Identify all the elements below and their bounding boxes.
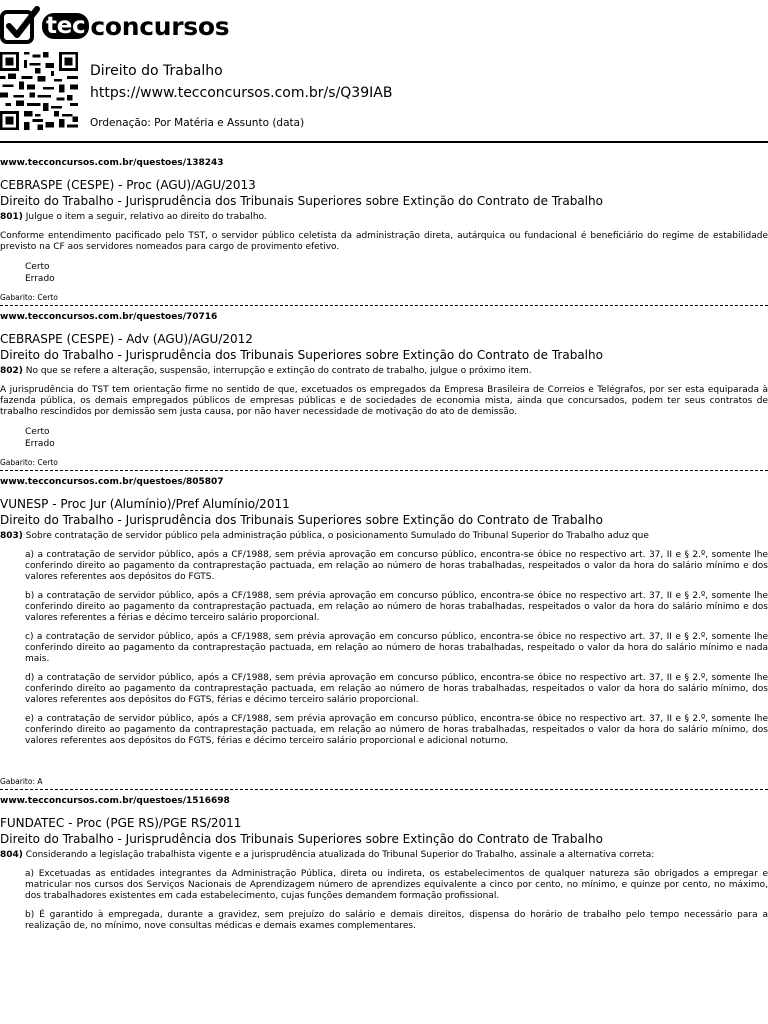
question-number: 801): [0, 212, 23, 222]
question-link[interactable]: www.tecconcursos.com.br/questoes/70716: [0, 312, 218, 322]
question-statement: [0, 366, 768, 377]
question-802: [0, 312, 768, 471]
question-source: CEBRASPE (CESPE) - Proc (AGU)/AGU/2013: [0, 178, 256, 192]
question-number: 802): [0, 366, 23, 376]
question-link[interactable]: www.tecconcursos.com.br/questoes/805807: [0, 477, 224, 487]
question-statement: [0, 531, 768, 542]
alternative-b: b) a contratação de servidor público, após a CF/1988, sem prévia aprovação em concurso público, encontra-se óbice no respectivo art. 37, II e § 2.º, somente lhe conferindo direito ao pagamento da contraprestação pactuada, em relação ao número de horas trabalhadas, respeitados o valor da hora do salário mínimo e dos valores referentes a férias e décimo terceiro salário proporcional.: [25, 591, 768, 623]
statement-text: Julgue o item a seguir, relativo ao direito do trabalho.: [25, 212, 267, 222]
answer-key: Gabarito: Certo: [0, 458, 768, 471]
document-subject: Direito do Trabalho: [90, 63, 223, 79]
alternative-e: e) a contratação de servidor público, após a CF/1988, sem prévia aprovação em concurso público, encontra-se óbice no respectivo art. 37, II e § 2.º, somente lhe conferindo direito ao pagamento da contraprestação pactuada, em relação ao número de horas trabalhadas, respeitados o valor da hora do salário mínimo, dos valores referentes aos depósitos do FGTS, férias e décimo terceiro salário proporcional e adicional noturno.: [25, 714, 768, 746]
question-803: [0, 477, 768, 790]
option-certo: Certo: [25, 427, 50, 437]
question-text: A jurisprudência do TST tem orientação firme no sentido de que, excetuados os empregados da Empresa Brasileira de Correios e Telégrafos, por ser esta equiparada à fazenda pública, os demais empregados públicos de empresas públicas e de sociedades de economia mista, ainda que concursados, podem ter seus contratos de trabalho rescindidos por demissão sem justa causa, por não haver necessidade de motivação do ato de demissão.: [0, 385, 768, 417]
checkmark-logo-icon: [0, 6, 40, 46]
question-source: VUNESP - Proc Jur (Alumínio)/Pref Alumínio/2011: [0, 497, 290, 511]
question-link[interactable]: www.tecconcursos.com.br/questoes/1516698: [0, 796, 230, 806]
option-certo: Certo: [25, 262, 50, 272]
answer-options: [25, 426, 768, 450]
question-number: 804): [0, 850, 23, 860]
question-subject: Direito do Trabalho - Jurisprudência dos Tribunais Superiores sobre Extinção do Contrato de Trabalho: [0, 832, 603, 846]
question-number: 803): [0, 531, 23, 541]
alternative-a: a) Excetuadas as entidades integrantes da Administração Pública, direta ou indireta, os estabelecimentos de qualquer natureza são obrigados a empregar e matricular nos cursos dos Serviços Nacionais de Aprendizagem número de aprendizes equivalente a cinco por cento, no mínimo, e quinze por cento, no máximo, dos trabalhadores existentes em cada estabelecimento, cujas funções demandem formação profissional.: [25, 869, 768, 901]
answer-key: Gabarito: A: [0, 777, 768, 790]
statement-text: Sobre contratação de servidor público pela administração pública, o posicionamento Sumulado do Tribunal Superior do Trabalho aduz que: [25, 531, 649, 541]
question-text: Conforme entendimento pacificado pelo TST, o servidor público celetista da administração direta, autárquica ou fundacional é beneficiário do regime de estabilidade previsto na CF aos servidores nomeados para cargo de provimento efetivo.: [0, 231, 768, 252]
statement-text: Considerando a legislação trabalhista vigente e a jurisprudência atualizada do Tribunal Superior do Trabalho, assinale a alternativa correta:: [25, 850, 655, 860]
question-statement: [0, 850, 768, 861]
logo-tec: tec: [42, 13, 89, 39]
spacer: [0, 755, 768, 769]
statement-text: No que se refere a alteração, suspensão, interrupção e extinção do contrato de trabalho, julgue o próximo item.: [25, 366, 532, 376]
question-list: [0, 152, 768, 940]
qr-code-icon: [0, 52, 78, 130]
answer-key: Gabarito: Certo: [0, 293, 768, 306]
question-subject: Direito do Trabalho - Jurisprudência dos Tribunais Superiores sobre Extinção do Contrato de Trabalho: [0, 348, 603, 362]
alternative-c: c) a contratação de servidor público, após a CF/1988, sem prévia aprovação em concurso público, encontra-se óbice no respectivo art. 37, II e § 2.º, somente lhe conferindo direito ao pagamento da contraprestação pactuada, em relação ao número de horas trabalhadas, respeitado o valor da hora do salário mínimo e nada mais.: [25, 632, 768, 664]
page-header: [0, 0, 768, 142]
alternative-d: d) a contratação de servidor público, após a CF/1988, sem prévia aprovação em concurso público, encontra-se óbice no respectivo art. 37, II e § 2.º, somente lhe conferindo direito ao pagamento da contraprestação pactuada, em relação ao número de horas trabalhadas, respeitados o valor da hora do salário mínimo, dos valores referentes aos depósitos do FGTS, férias e décimo terceiro salário proporcional.: [25, 673, 768, 705]
logo-wordmark: [42, 12, 229, 41]
option-errado: Errado: [25, 274, 55, 284]
question-source: FUNDATEC - Proc (PGE RS)/PGE RS/2011: [0, 816, 242, 830]
question-subject: Direito do Trabalho - Jurisprudência dos Tribunais Superiores sobre Extinção do Contrato de Trabalho: [0, 194, 603, 208]
header-divider: [0, 141, 768, 143]
question-804: [0, 796, 768, 932]
question-source: CEBRASPE (CESPE) - Adv (AGU)/AGU/2012: [0, 332, 253, 346]
option-errado: Errado: [25, 439, 55, 449]
alternative-b: b) É garantido à empregada, durante a gravidez, sem prejuízo do salário e demais direitos, dispensa do horário de trabalho pelo tempo necessário para a realização de, no mínimo, nove consultas médicas e demais exames complementares.: [25, 910, 768, 931]
document-url[interactable]: https://www.tecconcursos.com.br/s/Q39IAB: [90, 85, 393, 101]
ordering-label: Ordenação: Por Matéria e Assunto (data): [90, 117, 305, 129]
question-link[interactable]: www.tecconcursos.com.br/questoes/138243: [0, 158, 224, 168]
alternative-a: a) a contratação de servidor público, após a CF/1988, sem prévia aprovação em concurso público, encontra-se óbice no respectivo art. 37, II e § 2.º, somente lhe conferindo direito ao pagamento da contraprestação pactuada, em relação ao número de horas trabalhadas, respeitados o valor da hora do salário mínimo e dos valores referentes aos depósitos do FGTS.: [25, 550, 768, 582]
answer-options: [25, 261, 768, 285]
question-subject: Direito do Trabalho - Jurisprudência dos Tribunais Superiores sobre Extinção do Contrato de Trabalho: [0, 513, 603, 527]
tecconcursos-logo[interactable]: [0, 6, 229, 46]
question-statement: [0, 212, 768, 223]
logo-concursos: concursos: [90, 11, 230, 41]
question-801: [0, 158, 768, 306]
